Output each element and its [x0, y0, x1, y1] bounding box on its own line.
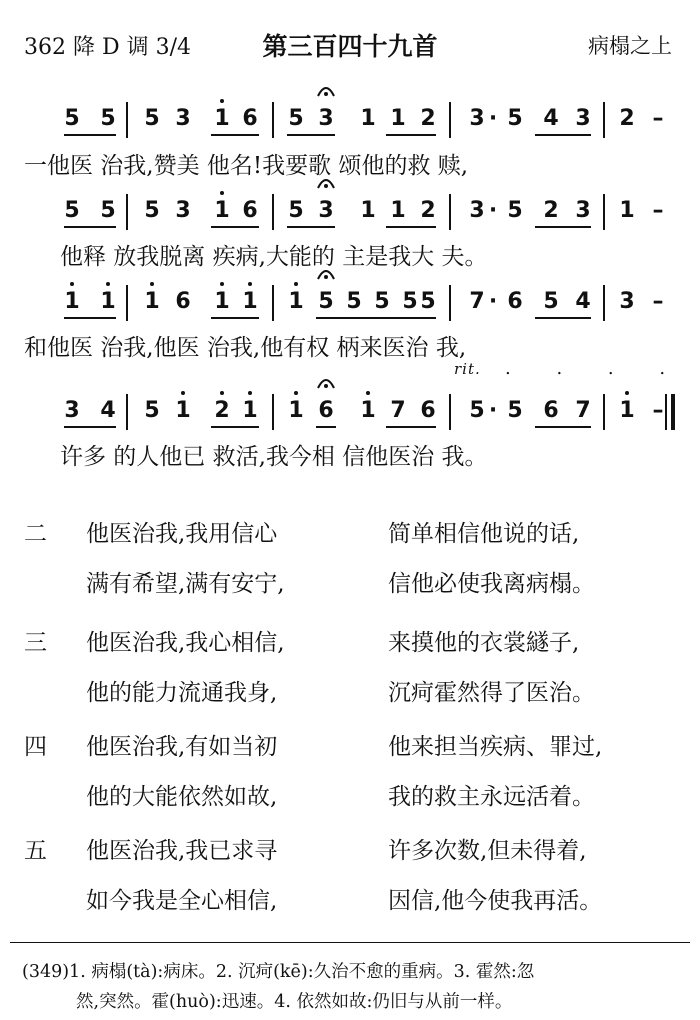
bar-line [603, 102, 605, 138]
note: 3 [469, 106, 485, 131]
stanza-line: 因信,他今使我再活。 [388, 888, 603, 914]
note: 6 [242, 198, 258, 223]
beam-underline [64, 426, 116, 428]
note: 3 [64, 398, 80, 423]
beam-underline [211, 426, 259, 428]
dot-extension: · [488, 398, 498, 423]
stanza-number: 五 [24, 838, 47, 864]
note: 6 [507, 289, 523, 314]
stanza-line: 如今我是全心相信, [86, 888, 278, 914]
bar-line [126, 285, 128, 321]
high-octave-dot [366, 391, 370, 395]
note: 1 [100, 289, 116, 314]
bar-line [603, 194, 605, 230]
note: 2 [420, 198, 436, 223]
beam-underline [316, 317, 436, 319]
score-row-3 [0, 287, 700, 327]
note: 5 [64, 106, 80, 131]
bar-line [126, 394, 128, 430]
note: 7 [469, 289, 485, 314]
note: 1 [242, 398, 258, 423]
lyric-line-4: 许多 的人他已 救活,我今相 信他医治 我。 [60, 444, 488, 470]
high-octave-dot [248, 282, 252, 286]
beam-underline [316, 426, 336, 428]
beam-underline [64, 317, 116, 319]
note: 5 [543, 289, 559, 314]
bar-line [603, 394, 605, 430]
dash-extension: – [652, 398, 664, 423]
note: 3 [318, 198, 334, 223]
note: 2 [543, 198, 559, 223]
high-octave-dot [181, 391, 185, 395]
note: 3 [175, 198, 191, 223]
stanza-line: 他来担当疾病、罪过, [388, 734, 603, 760]
note: 4 [575, 289, 591, 314]
note: 5 [100, 106, 116, 131]
dot-extension: · [488, 106, 498, 131]
note: 6 [242, 106, 258, 131]
note: 2 [420, 106, 436, 131]
note: 2 [619, 106, 635, 131]
note: 1 [175, 398, 191, 423]
bar-line [126, 194, 128, 230]
note: 3 [575, 198, 591, 223]
note: 5 [144, 198, 160, 223]
stanza-line: 他的大能依然如故, [86, 784, 278, 810]
beam-underline [386, 426, 436, 428]
note: 6 [420, 398, 436, 423]
bar-line [449, 394, 451, 430]
note: 4 [543, 106, 559, 131]
note: 5 [346, 289, 362, 314]
beam-underline [64, 134, 116, 136]
beam-underline [211, 317, 259, 319]
ritardando-marking: rit. [454, 360, 481, 378]
stanza-line: 他医治我,我心相信, [86, 630, 285, 656]
lyric-line-1: 一他医 治我,赞美 他名!我要歌 颂他的救 赎, [24, 153, 469, 179]
final-bar-line [665, 394, 667, 430]
stanza-line: 他的能力流通我身, [86, 680, 278, 706]
dot-extension: · [488, 198, 498, 223]
footnote-divider [10, 942, 690, 943]
note: 1 [288, 289, 304, 314]
high-octave-dot [70, 282, 74, 286]
note: 1 [64, 289, 80, 314]
bar-line [449, 102, 451, 138]
dash-extension: – [652, 106, 664, 131]
bar-line [272, 194, 274, 230]
note: 1 [214, 198, 230, 223]
bar-line [272, 102, 274, 138]
bar-line [449, 194, 451, 230]
high-octave-dot [106, 282, 110, 286]
dash-extension: – [652, 289, 664, 314]
beam-underline [211, 134, 259, 136]
high-octave-dot [625, 391, 629, 395]
high-octave-dot [150, 282, 154, 286]
beam-underline [535, 426, 591, 428]
note: 7 [390, 398, 406, 423]
note: 5 [144, 398, 160, 423]
note: 6 [543, 398, 559, 423]
stanza-line: 沉疴霍然得了医治。 [388, 680, 595, 706]
note: 1 [390, 106, 406, 131]
beam-underline [386, 134, 436, 136]
fermata-icon [316, 78, 336, 100]
dot-extension: · [488, 289, 498, 314]
stanza-line: 他医治我,有如当初 [86, 734, 278, 760]
note: 3 [469, 198, 485, 223]
note: 5 [507, 106, 523, 131]
beam-underline [287, 134, 335, 136]
stanza-line: 来摸他的衣裳繸子, [388, 630, 580, 656]
note: 1 [214, 289, 230, 314]
bar-line [126, 102, 128, 138]
fermata-icon [316, 370, 336, 392]
note: 1 [619, 198, 635, 223]
note: 1 [288, 398, 304, 423]
note: 5 [144, 106, 160, 131]
note: 5 [420, 289, 436, 314]
hymn-theme: 病榻之上 [588, 34, 672, 58]
stanza-number: 二 [24, 521, 47, 547]
note: 6 [318, 398, 334, 423]
score-row-4 [0, 396, 700, 436]
dash-extension: – [652, 198, 664, 223]
lyric-line-2: 他释 放我脱离 疾病,大能的 主是我大 夫。 [60, 244, 488, 270]
bar-line [272, 285, 274, 321]
note: 1 [214, 106, 230, 131]
note: 2 [214, 398, 230, 423]
stanza-line: 他医治我,我用信心 [86, 521, 278, 547]
note: 1 [360, 106, 376, 131]
beam-underline [535, 134, 591, 136]
note: 5 [288, 198, 304, 223]
stanza-line: 简单相信他说的话, [388, 521, 580, 547]
note: 4 [100, 398, 116, 423]
stanza-line: 满有希望,满有安宁, [86, 571, 285, 597]
hymn-number-key: 362 降 D 调 3/4 [24, 35, 192, 60]
note: 1 [242, 289, 258, 314]
lyric-line-3: 和他医 治我,他医 治我,他有权 柄来医治 我, [24, 335, 467, 361]
beam-underline [211, 226, 259, 228]
note: 5 [64, 198, 80, 223]
hymn-title: 第三百四十九首 [262, 32, 438, 61]
stanza-line: 他医治我,我已求寻 [86, 838, 278, 864]
note: 1 [360, 198, 376, 223]
note: 3 [318, 106, 334, 131]
footnote-line-2: 然,突然。霍(huò):迅速。4. 依然如故:仍旧与从前一样。 [76, 992, 513, 1012]
note: 5 [374, 289, 390, 314]
high-octave-dot [220, 282, 224, 286]
beam-underline [64, 226, 116, 228]
stanza-number: 四 [24, 734, 47, 760]
bar-line [272, 394, 274, 430]
high-octave-dot [294, 391, 298, 395]
note: 7 [575, 398, 591, 423]
note: 3 [175, 106, 191, 131]
bar-line [603, 285, 605, 321]
high-octave-dot [220, 391, 224, 395]
note: 1 [619, 398, 635, 423]
beam-underline [535, 317, 591, 319]
footnote-line-1: (349)1. 病榻(tà):病床。2. 沉疴(kē):久治不愈的重病。3. 霍然:忽 [22, 962, 535, 982]
note: 5 [318, 289, 334, 314]
note: 5 [402, 289, 418, 314]
note: 5 [100, 198, 116, 223]
note: 5 [469, 398, 485, 423]
note: 6 [175, 289, 191, 314]
stanza-number: 三 [24, 630, 47, 656]
high-octave-dot [248, 391, 252, 395]
stanza-line: 信他必使我离病榻。 [388, 571, 595, 597]
final-bar-line [671, 394, 675, 430]
high-octave-dot [294, 282, 298, 286]
high-octave-dot [220, 191, 224, 195]
note: 3 [619, 289, 635, 314]
bar-line [449, 285, 451, 321]
high-octave-dot [220, 99, 224, 103]
note: 5 [507, 198, 523, 223]
beam-underline [535, 226, 591, 228]
note: 5 [288, 106, 304, 131]
beam-underline [287, 226, 335, 228]
score-row-1 [0, 104, 700, 144]
score-row-2 [0, 196, 700, 236]
note: 5 [507, 398, 523, 423]
beam-underline [386, 226, 436, 228]
note: 1 [390, 198, 406, 223]
stanza-line: 我的救主永远活着。 [388, 784, 595, 810]
ritardando-dots: . . . . [505, 358, 686, 379]
note: 3 [575, 106, 591, 131]
stanza-line: 许多次数,但未得着, [388, 838, 587, 864]
note: 1 [144, 289, 160, 314]
note: 1 [360, 398, 376, 423]
